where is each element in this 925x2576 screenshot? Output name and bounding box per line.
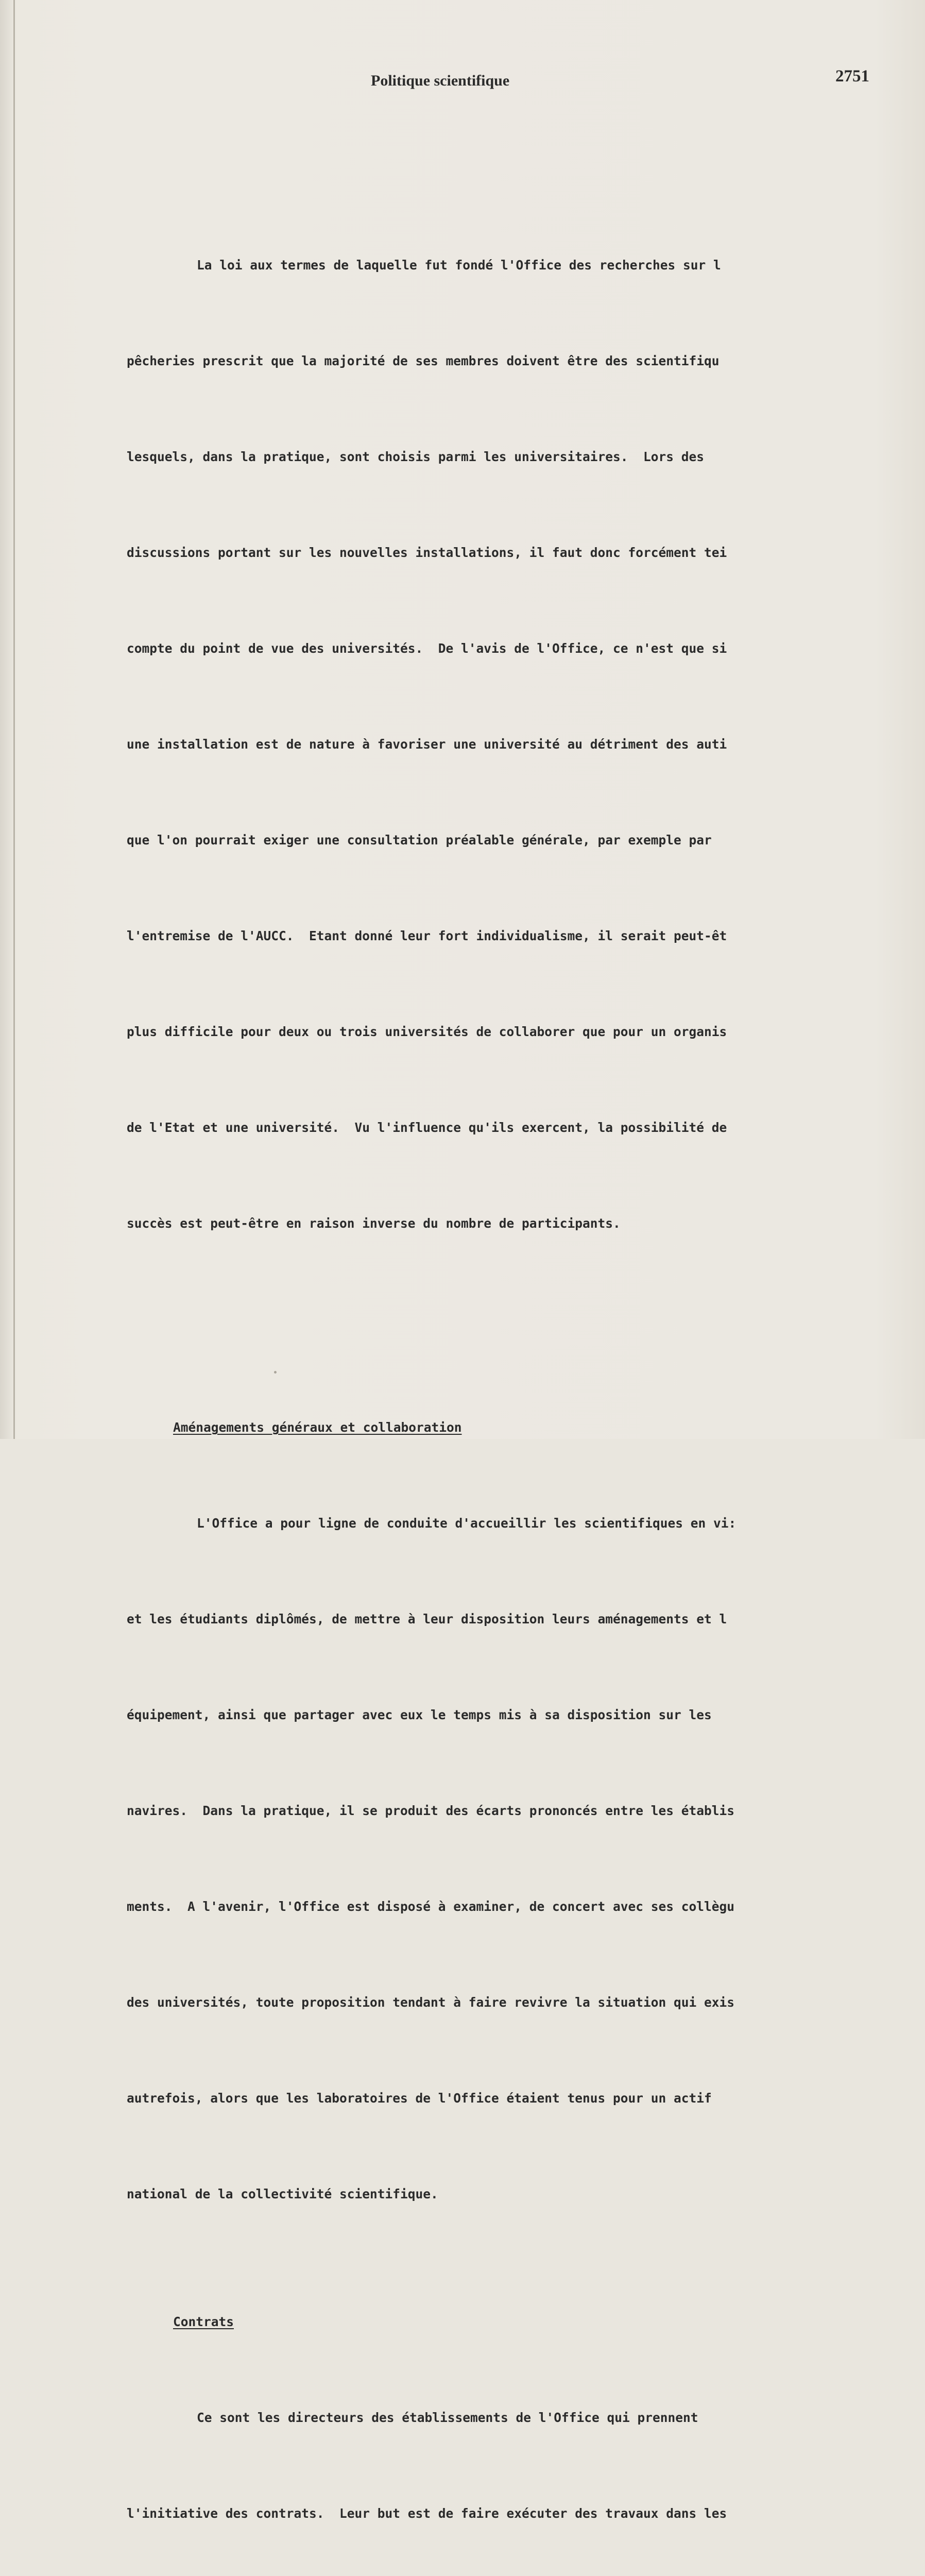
binding-edge <box>13 0 15 1439</box>
paragraph-line: l'entremise de l'AUCC. Etant donné leur fort individualisme, il serait peut-êt <box>127 928 727 943</box>
paragraph-line: l'initiative des contrats. Leur but est de faire exécuter des travaux dans les <box>127 2506 727 2521</box>
body-text <box>127 122 776 2576</box>
paper-speck <box>274 1371 277 1374</box>
section-heading-amenagements: Aménagements généraux et collaboration <box>173 1420 462 1435</box>
paragraph-line: ments. A l'avenir, l'Office est disposé à examiner, de concert avec ses collègu <box>127 1899 735 1914</box>
paragraph-line: équipement, ainsi que partager avec eux le temps mis à sa disposition sur les <box>127 1707 712 1722</box>
paragraph-line: L'Office a pour ligne de conduite d'accueillir les scientifiques en vi: <box>197 1516 736 1531</box>
paragraph-line: que l'on pourrait exiger une consultation préalable générale, par exemple par <box>127 833 712 848</box>
paragraph-line: La loi aux termes de laquelle fut fondé l'Office des recherches sur l <box>197 258 721 273</box>
paragraph-line: plus difficile pour deux ou trois universités de collaborer que pour un organis <box>127 1024 727 1039</box>
page-number: 2751 <box>835 67 869 86</box>
paragraph-line: compte du point de vue des universités. De l'avis de l'Office, ce n'est que si <box>127 641 727 656</box>
paragraph-line: navires. Dans la pratique, il se produit des écarts prononcés entre les établis <box>127 1803 735 1818</box>
paragraph-line: une installation est de nature à favoriser une université au détriment des auti <box>127 737 727 752</box>
paragraph-line: et les étudiants diplômés, de mettre à leur disposition leurs aménagements et l <box>127 1612 727 1626</box>
paragraph-line: national de la collectivité scientifique. <box>127 2187 438 2201</box>
paragraph-line: Ce sont les directeurs des établissements de l'Office qui prennent <box>197 2410 698 2425</box>
paragraph-line: lesquels, dans la pratique, sont choisis parmi les universitaires. Lors des <box>127 449 705 464</box>
section-heading-contrats: Contrats <box>173 2314 234 2329</box>
paragraph-line: des universités, toute proposition tendant à faire revivre la situation qui exis <box>127 1995 735 2010</box>
paragraph-line: de l'Etat et une université. Vu l'influence qu'ils exercent, la possibilité de <box>127 1120 727 1135</box>
paragraph-line: autrefois, alors que les laboratoires de l'Office étaient tenus pour un actif <box>127 2091 712 2106</box>
paragraph-line: discussions portant sur les nouvelles installations, il faut donc forcément tei <box>127 545 727 560</box>
paragraph-line: pêcheries prescrit que la majorité de ses membres doivent être des scientifiqu <box>127 353 720 368</box>
running-head: Politique scientifique <box>371 72 510 89</box>
paragraph-line: succès est peut-être en raison inverse du nombre de participants. <box>127 1216 621 1231</box>
